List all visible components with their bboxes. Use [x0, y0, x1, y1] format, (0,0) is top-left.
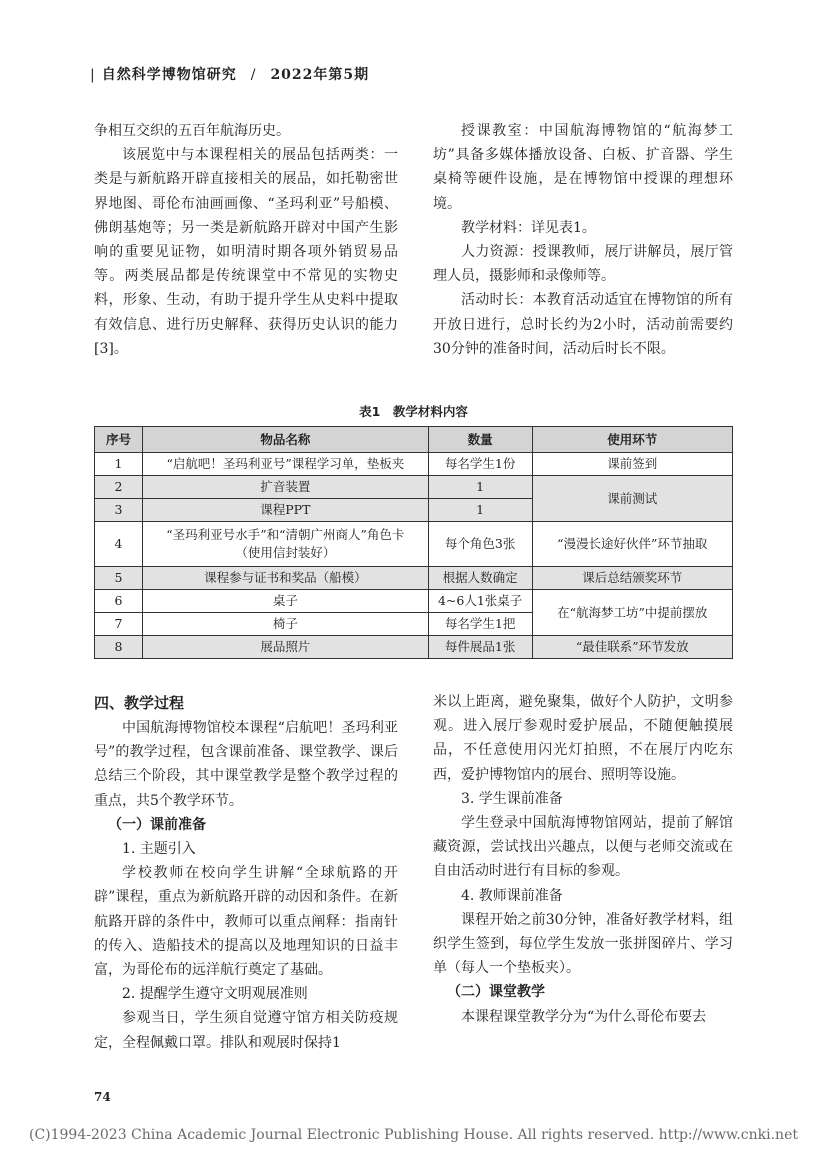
cell-qty: 每个角色3张	[428, 522, 532, 567]
header-bar: |	[90, 67, 96, 83]
cell-stage: 课前测试	[532, 476, 732, 522]
cell-item: “启航吧！圣玛利亚号”课程学习单，垫板夹	[142, 453, 428, 476]
paragraph: 争相互交织的五百年航海历史。	[94, 123, 290, 139]
cell-qty: 1	[428, 499, 532, 522]
table-header-row	[95, 427, 733, 453]
cell-no: 2	[95, 476, 143, 499]
section-heading: 四、教学过程	[94, 694, 185, 712]
cell-qty: 4~6人1张桌子	[428, 590, 532, 613]
journal-issue: 2022年第5期	[270, 67, 370, 83]
cell-qty: 1	[428, 476, 532, 499]
paragraph: 学校教师在校向学生讲解“全球航路的开辟”课程，重点为新航路开辟的动因和条件。在新航路开辟的条件中，教师可以重点阐释：指南针的传入、造船技术的提高以及地理知识的日益丰富，为哥伦布的远洋航行奠定了基础。	[94, 865, 398, 979]
paragraph: 米以上距离，避免聚集，做好个人防护，文明参观。进入展厅参观时爱护展品，不随便触摸展品，不任意使用闪光灯拍照，不在展厅内吃东西，爱护博物馆内的展台、照明等设施。	[433, 694, 733, 783]
table-caption: 表1 教学材料内容	[359, 404, 468, 419]
paragraph: 课程开始之前30分钟，准备好教学材料，组织学生签到，每位学生发放一张拼图碎片、学习单（每人一个垫板夹）。	[433, 911, 733, 977]
cell-no: 7	[95, 613, 143, 636]
paragraph: 教学材料：详见表1。	[461, 219, 596, 236]
cell-stage: 在“航海梦工坊”中提前摆放	[532, 590, 732, 636]
paragraph: 该展览中与本课程相关的展品包括两类：一类是与新航路开辟直接相关的展品，如托勒密世界地图、哥伦布油画画像、“圣玛利亚”号船模、佛朗基炮等；另一类是新航路开辟对中国产生影响的重要见证物，如明清时期各项外销贸易品等。两类展品都是传统课堂中不常见的实物史料，形象、生动，有助于提升学生从史料中提取有效信息、进行历史解释、获得历史认识的能力[3]。	[94, 147, 398, 357]
table-row	[95, 590, 733, 613]
item-heading: 3. 学生课前准备	[461, 790, 563, 807]
cell-stage: 课前签到	[532, 453, 732, 476]
cell-no: 4	[95, 522, 143, 567]
item-heading: 2. 提醒学生遵守文明观展准则	[122, 986, 308, 1003]
paragraph: 学生登录中国航海博物馆网站，提前了解馆藏资源，尝试找出兴趣点，以便与老师交流或在自由活动时进行有目标的参观。	[433, 815, 733, 880]
right-column-bottom	[433, 690, 733, 1029]
table-row	[95, 567, 733, 590]
paragraph: 活动时长：本教育活动适宜在博物馆的所有开放日进行，总时长约为2小时，活动前需要约30分钟的准备时间，活动后时长不限。	[433, 292, 733, 357]
cell-item	[142, 522, 428, 567]
cell-qty: 每件展品1张	[428, 636, 532, 659]
materials-table	[94, 426, 733, 659]
cell-qty: 根据人数确定	[428, 567, 532, 590]
subsection-heading: （二）课堂教学	[447, 984, 545, 1001]
table-row	[95, 636, 733, 659]
page-number: 74	[94, 1090, 111, 1104]
cell-item-text: “圣玛利亚号水手”和“清朝广州商人”角色卡（使用信封装好）	[166, 527, 405, 560]
running-header	[90, 64, 369, 84]
header-cell: 使用环节	[532, 427, 732, 453]
header-cell: 数量	[428, 427, 532, 453]
cell-item: 课程PPT	[142, 499, 428, 522]
cell-item: 桌子	[142, 590, 428, 613]
header-separator: /	[250, 67, 257, 83]
cell-qty: 每名学生1份	[428, 453, 532, 476]
table-row	[95, 476, 733, 499]
paragraph: 中国航海博物馆校本课程“启航吧！圣玛利亚号”的教学过程，包含课前准备、课堂教学、课后总结三个阶段，其中课堂教学是整个教学过程的重点，共5个教学环节。	[94, 720, 398, 809]
cell-qty: 每名学生1把	[428, 613, 532, 636]
cell-item: 课程参与证书和奖品（船模）	[142, 567, 428, 590]
subsection-heading: （一）课前准备	[108, 816, 206, 833]
cell-item: 展品照片	[142, 636, 428, 659]
header-cell: 序号	[95, 427, 143, 453]
cell-no: 6	[95, 590, 143, 613]
cell-no: 8	[95, 636, 143, 659]
paragraph: 本课程课堂教学分为“为什么哥伦布要去	[461, 1008, 707, 1025]
copyright-footer: (C)1994-2023 China Academic Journal Electronic Publishing House. All rights reserved. http://www.cnki.net	[28, 1127, 798, 1143]
item-heading: 4. 教师课前准备	[461, 887, 563, 904]
table-row	[95, 522, 733, 567]
paragraph: 授课教室：中国航海博物馆的“航海梦工坊”具备多媒体播放设备、白板、扩音器、学生桌椅等硬件设施，是在博物馆中授课的理想环境。	[433, 123, 733, 212]
paragraph: 人力资源：授课教师，展厅讲解员，展厅管理人员，摄影师和录像师等。	[433, 244, 733, 285]
journal-title: 自然科学博物馆研究	[101, 67, 237, 83]
paragraph: 参观当日，学生须自觉遵守馆方相关防疫规定，全程佩戴口罩。排队和观展时保持1	[94, 1010, 398, 1051]
item-heading: 1. 主题引入	[122, 841, 196, 858]
table-row	[95, 453, 733, 476]
cell-stage: 课后总结颁奖环节	[532, 567, 732, 590]
cell-no: 1	[95, 453, 143, 476]
cell-item: 扩音装置	[142, 476, 428, 499]
right-column-top	[433, 119, 733, 361]
left-column-bottom	[94, 690, 398, 1055]
cell-stage: “漫漫长途好伙伴”环节抽取	[532, 522, 732, 567]
cell-no: 5	[95, 567, 143, 590]
cell-no: 3	[95, 499, 143, 522]
left-column-top	[94, 119, 398, 361]
cell-stage: “最佳联系”环节发放	[532, 636, 732, 659]
header-cell: 物品名称	[142, 427, 428, 453]
cell-item: 椅子	[142, 613, 428, 636]
